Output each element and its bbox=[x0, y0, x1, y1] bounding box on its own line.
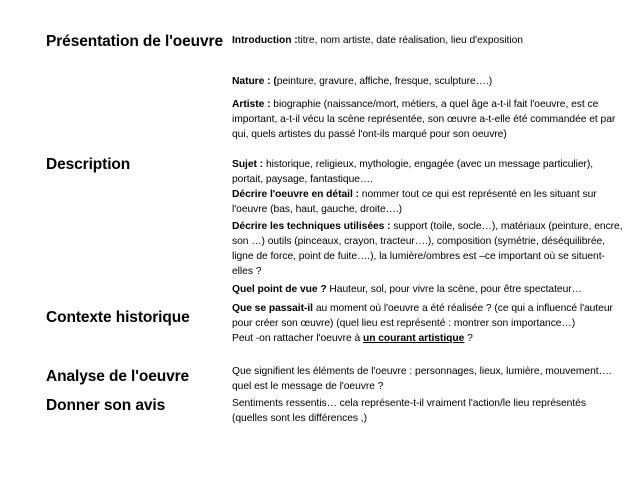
intro-text: titre, nom artiste, date réalisation, lieu d'exposition bbox=[297, 35, 523, 46]
analyse-block bbox=[232, 364, 624, 394]
pdv-label: Quel point de vue ? bbox=[232, 284, 330, 295]
rattacher-text: Peut -on rattacher l'oeuvre à bbox=[232, 333, 363, 344]
heading-avis: Donner son avis bbox=[46, 397, 166, 414]
pdv-block bbox=[232, 282, 624, 297]
techniques-block bbox=[232, 219, 624, 279]
sujet-block bbox=[232, 157, 624, 187]
nature-label: Nature : ( bbox=[232, 76, 277, 87]
techniques-label: Décrire les techniques utilisées : bbox=[232, 221, 394, 232]
artiste-text: biographie (naissance/mort, métiers, a quel âge a-t-il fait l'oeuvre, est ce important, a-t-il vécu la scène représentée, son œuvre a-t-elle été commandée et par qui, quels artistes du passé l'ont-ils marqué pour son oeuvre) bbox=[232, 99, 616, 140]
decrire-text: nommer tout ce qui est représenté en les situant sur l'oeuvre (bas, haut, gauche, droite….) bbox=[232, 189, 597, 215]
artiste-block bbox=[232, 97, 624, 142]
heading-analyse: Analyse de l'oeuvre bbox=[46, 368, 190, 385]
avis-block bbox=[232, 396, 624, 426]
decrire-block bbox=[232, 187, 624, 217]
contexte-block bbox=[232, 301, 624, 346]
intro-label: Introduction : bbox=[232, 35, 298, 46]
decrire-label: Décrire l'oeuvre en détail : bbox=[232, 189, 362, 200]
rattacher-end: ? bbox=[464, 333, 473, 344]
passait-label: Que se passait-il bbox=[232, 303, 316, 314]
pdv-text: Hauteur, sol, pour vivre la scène, pour être spectateur… bbox=[329, 284, 582, 295]
heading-description: Description bbox=[46, 156, 131, 173]
avis-text: Sentiments ressentis… cela représente-t-il vraiment l'action/le lieu représentés (quelles sont les différences ,) bbox=[232, 398, 586, 424]
analyse-text: Que signifient les éléments de l'oeuvre : personnages, lieux, lumière, mouvement…. quel est le message de l'oeuvre ? bbox=[232, 366, 612, 392]
nature-block bbox=[232, 74, 624, 89]
courant-label: un courant artistique bbox=[362, 333, 465, 344]
nature-text: peinture, gravure, affiche, fresque, sculpture….) bbox=[276, 76, 493, 87]
heading-presentation: Présentation de l'oeuvre bbox=[46, 33, 224, 50]
sujet-text: historique, religieux, mythologie, engagée (avec un message particulier), portait, paysage, fantastique…. bbox=[232, 159, 594, 185]
intro-block bbox=[232, 33, 624, 48]
sujet-label: Sujet : bbox=[232, 159, 266, 170]
passait-text: au moment où l'oeuvre a été réalisée ? (ce qui a influencé l'auteur pour créer son œuvre) (quel lieu est représenté : montrer son importance…) bbox=[232, 303, 613, 329]
techniques-text: support (toile, socle…), matériaux (peinture, encre, son …) outils (pinceaux, crayon, tracteur….), composition (symétrie, déséquilibrée, ligne de force, point de fuite….), la lumière/ombres est –ce important où se situent-elles ? bbox=[232, 221, 623, 277]
artiste-label: Artiste : bbox=[232, 99, 274, 110]
heading-contexte: Contexte historique bbox=[46, 309, 190, 326]
